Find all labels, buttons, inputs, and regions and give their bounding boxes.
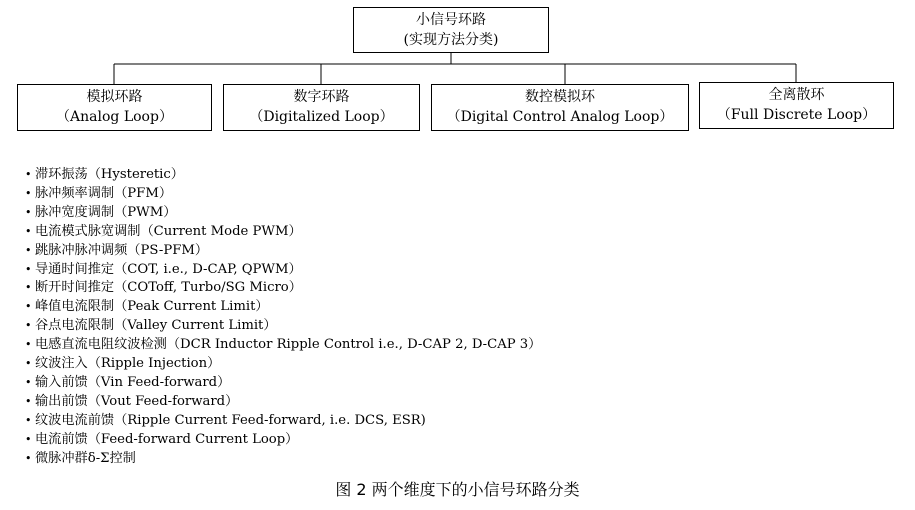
list-item (25, 261, 541, 280)
bullet-icon: • (25, 338, 32, 352)
list-item-text: 滞环振荡（Hysteretic） (35, 167, 184, 182)
list-item-text: 纹波注入（Ripple Injection） (35, 356, 221, 372)
child-node-full-discrete-loop (699, 82, 894, 129)
list-item-text: 纹波电流前馈（Ripple Current Feed-forward, i.e. DCS, ESR) (35, 412, 426, 428)
bullet-icon: • (25, 281, 32, 295)
child-node-digital-control-analog-loop (431, 84, 689, 131)
list-item-text: 脉冲频率调制（PFM） (35, 185, 173, 201)
bullet-icon: • (25, 357, 32, 371)
list-item-text: 输入前馈（Vin Feed-forward） (35, 374, 231, 390)
list-item-text: 微脉冲群δ-Σ控制 (35, 450, 136, 466)
bullet-icon: • (25, 432, 32, 446)
child-node-subtitle: （Digitalized Loop） (249, 109, 394, 125)
list-item (25, 355, 541, 374)
bullet-icon: • (25, 413, 32, 427)
bullet-icon: • (25, 300, 32, 314)
bullet-icon: • (25, 394, 32, 408)
root-node-subtitle: (实现方法分类) (403, 32, 499, 48)
bullet-icon: • (25, 224, 32, 238)
bullet-icon: • (25, 168, 32, 181)
list-item (25, 317, 541, 336)
child-node-title: 数控模拟环 (525, 89, 595, 105)
list-item-text: 跳脉冲脉冲调频（PS-PFM） (35, 242, 209, 258)
list-item (25, 412, 541, 431)
bullet-icon: • (25, 375, 32, 389)
bullet-icon: • (25, 186, 32, 200)
bullet-icon: • (25, 205, 32, 219)
list-item-text: 输出前馈（Vout Feed-forward） (35, 393, 239, 409)
child-node-title: 模拟环路 (86, 89, 143, 105)
list-item-text: 峰值电流限制（Peak Current Limit） (35, 299, 269, 315)
list-item (25, 336, 541, 355)
list-item-text: 电流模式脉宽调制（Current Mode PWM） (35, 223, 302, 239)
child-node-title: 数字环路 (293, 89, 350, 105)
child-node-title: 全离散环 (768, 87, 825, 103)
child-node-subtitle: （Full Discrete Loop） (716, 107, 877, 123)
list-item (25, 204, 541, 223)
list-item (25, 374, 541, 393)
list-item-text: 电感直流电阻纹波检测（DCR Inductor Ripple Control i.e., D-CAP 2, D-CAP 3） (35, 337, 542, 353)
list-item (25, 185, 541, 204)
list-item (25, 279, 541, 298)
list-item (25, 450, 541, 469)
list-item-text: 断开时间推定（COToff, Turbo/SG Micro） (35, 280, 302, 296)
root-node-small-signal-loop (353, 7, 549, 53)
bullet-icon: • (25, 262, 32, 276)
list-item-text: 脉冲宽度调制（PWM） (35, 204, 177, 220)
figure-caption: 图 2 两个维度下的小信号环路分类 (335, 480, 580, 499)
bullet-icon: • (25, 243, 32, 257)
bullet-icon: • (25, 451, 32, 465)
list-item (25, 223, 541, 242)
child-node-subtitle: （Digital Control Analog Loop） (446, 109, 674, 125)
child-node-digitalized-loop (223, 84, 420, 131)
bullet-icon: • (25, 319, 32, 333)
list-item (25, 242, 541, 261)
list-item (25, 298, 541, 317)
list-item (25, 431, 541, 450)
list-item-text: 谷点电流限制（Valley Current Limit） (35, 318, 277, 334)
list-item-text: 电流前馈（Feed-forward Current Loop） (35, 431, 299, 447)
control-method-list (25, 166, 541, 469)
child-node-analog-loop (17, 84, 212, 131)
list-item (25, 393, 541, 412)
list-item-text: 导通时间推定（COT, i.e., D-CAP, QPWM） (35, 261, 302, 277)
child-node-subtitle: （Analog Loop） (56, 109, 173, 125)
list-item (25, 166, 541, 185)
root-node-title: 小信号环路 (416, 12, 486, 28)
